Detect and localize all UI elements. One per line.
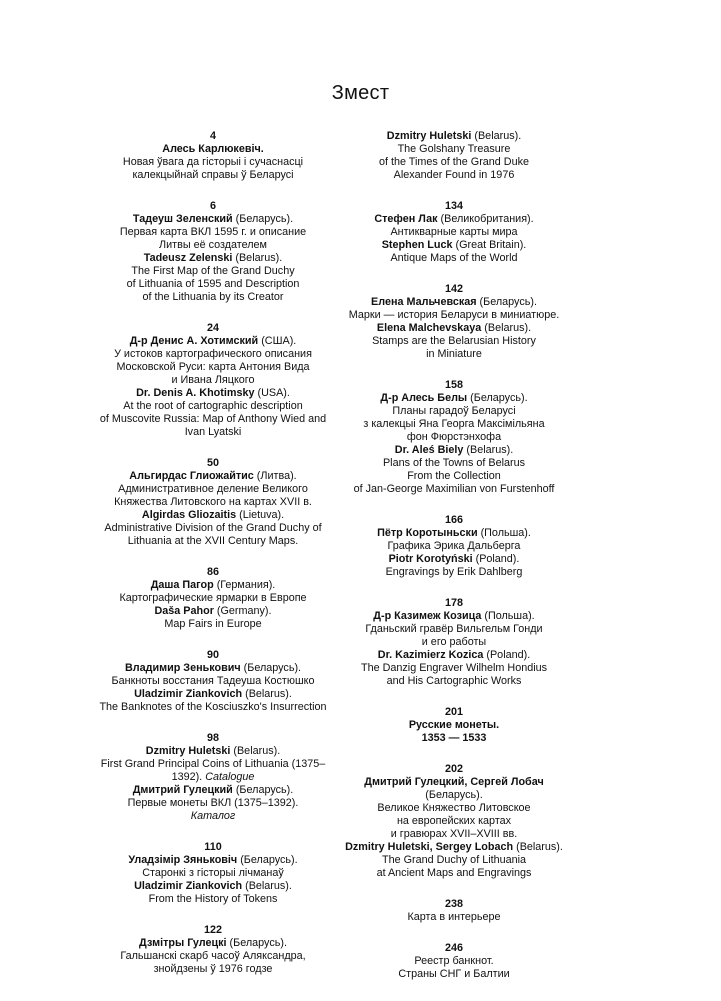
toc-page-number: 90 [206,649,219,661]
toc-text: (Германия). [213,579,276,591]
toc-text: и Ивана Ляцкого [171,374,255,386]
toc-text: Dr. Aleś Biely [394,444,464,456]
toc-page-number: 4 [209,130,216,142]
toc-text: Дзмітры Гулецкі [139,937,227,949]
toc-text: Tadeusz Zelenski [143,252,233,264]
toc-text: (Беларусь). [240,662,302,674]
toc-text: (Lietuva). [236,509,285,521]
toc-text: (Беларусь). [237,854,298,866]
toc-text: Уладзімір Зяньковіч [128,854,238,866]
toc-text: (Great Britain). [452,239,527,251]
toc-line [304,444,604,457]
toc-entry [304,379,604,496]
toc-text: Uladzimir Ziankovich [134,880,243,892]
toc-text: Административное деление Великого [118,483,308,495]
toc-text: The Grand Duchy of Lithuania [381,854,527,866]
toc-page-number: 246 [444,942,463,954]
toc-text: 1353 — 1533 [421,732,487,744]
toc-text: Antique Maps of the World [390,252,518,264]
toc-entry [304,597,604,688]
toc-line [304,156,604,169]
toc-text: (Poland). [472,553,520,565]
toc-line [304,470,604,483]
toc-text: The First Map of the Grand Duchy [131,265,295,277]
toc-text: Княжества Литовского на картах XVII в. [114,496,312,508]
toc-text: (Belarus). [481,322,532,334]
toc-text: Первые монеты ВКЛ (1375–1392). [127,797,299,809]
toc-text: Гальшанскі скарб часоў Аляксандра, [120,950,306,962]
toc-text: Старонкі з гісторыі лічманаў [142,867,284,879]
toc-page-number: 24 [206,322,219,334]
toc-text: з калекцыі Яна Георга Максімільяна [363,418,545,430]
toc-text: Alexander Found in 1976 [393,169,515,181]
toc-line [304,392,604,405]
toc-text: Д-р Алесь Белы [380,392,468,404]
toc-text: Алесь Карлюкевіч. [162,143,264,155]
toc-text: 1392). [171,771,206,783]
toc-line [304,309,604,322]
toc-text: фон Фюрстэнхофа [406,431,502,443]
toc-right-column [304,130,604,999]
toc-line [304,732,604,745]
toc-text: Д-р Денис А. Хотимский [129,335,259,347]
toc-entry [304,514,604,579]
toc-line [304,911,604,924]
toc-text: Московской Руси: карта Антония Вида [116,361,310,373]
toc-line [304,649,604,662]
toc-line [304,457,604,470]
toc-text: Марки — история Беларуси в миниатюре. [348,309,560,321]
toc-text: From the History of Tokens [148,893,278,905]
toc-text: Catalogue [205,771,255,783]
toc-text: Dzmitry Huletski [145,745,231,757]
toc-text: и гравюрах XVII–XVIII вв. [390,828,518,840]
toc-text: of the Times of the Grand Duke [378,156,530,168]
toc-page-number: 238 [444,898,463,910]
toc-line [304,828,604,841]
toc-entry [304,283,604,361]
toc-text: (Belarus). [232,252,283,264]
toc-line [304,841,604,854]
toc-entry [304,200,604,265]
toc-text: Русские монеты. [408,719,500,731]
toc-line [304,418,604,431]
toc-text: Map Fairs in Europe [164,618,262,630]
toc-text: of the Lithuania by its Creator [142,291,284,303]
toc-text: Дмитрий Гулецкий [132,784,233,796]
toc-text: (Belarus). [513,841,563,853]
toc-line [304,854,604,867]
toc-page-number: 178 [444,597,463,609]
toc-entry [304,706,604,745]
toc-page-number: 86 [206,566,219,578]
toc-entry [304,898,604,924]
toc-page-number: 201 [444,706,463,718]
toc-text: (Беларусь). [476,296,537,308]
toc-line [304,143,604,156]
toc-page-number: 98 [206,732,219,744]
toc-text: (Литва). [253,470,297,482]
toc-line [304,169,604,182]
toc-line [304,719,604,732]
toc-line [304,802,604,815]
toc-text: Пётр Коротыньски [377,527,478,539]
toc-text: Литвы её создателем [159,239,267,251]
toc-text: The Banknotes of the Kosciuszko's Insurrection [99,701,327,713]
toc-text: Планы гарадоў Беларусі [392,405,516,417]
toc-line [304,553,604,566]
toc-page-number: 50 [206,457,219,469]
toc-text: (Великобритания). [437,213,534,225]
toc-text: У истоков картографического описания [114,348,312,360]
toc-entry [304,942,604,981]
toc-line [304,252,604,265]
toc-text: Владимир Зенькович [124,662,241,674]
toc-text: of Lithuania of 1595 and Description [126,278,300,290]
toc-line [304,789,604,802]
toc-text: at Ancient Maps and Engravings [376,867,532,879]
page-title: Змест [331,82,390,104]
toc-entry [304,130,604,182]
toc-line [304,540,604,553]
toc-text: Lithuania at the XVII Century Maps. [127,535,299,547]
toc-line [304,483,604,496]
toc-text: Engravings by Erik Dahlberg [385,566,523,578]
toc-line [304,815,604,828]
toc-text: Uladzimir Ziankovich [134,688,243,700]
toc-text: (Belarus). [463,444,514,456]
toc-line [304,130,604,143]
toc-text: (USA). [254,387,290,399]
toc-text: Algirdas Gliozaitis [141,509,237,521]
toc-text: и его работы [421,636,487,648]
toc-text: (Belarus). [242,880,292,892]
toc-text: (США). [258,335,297,347]
toc-text: Plans of the Towns of Belarus [382,457,526,469]
toc-line [304,213,604,226]
toc-text: Стефен Лак [374,213,438,225]
toc-page-number: 6 [209,200,216,212]
toc-text: Stamps are the Belarusian History [372,335,536,347]
toc-text: The Danzig Engraver Wilhelm Hondius [360,662,548,674]
toc-text: Elena Malchevskaya [376,322,482,334]
toc-text: калекцыйнай справы ў Беларусі [132,169,294,181]
toc-page-number: 202 [444,763,463,775]
toc-text: (Беларусь). [232,784,294,796]
toc-text: Daša Pahor [154,605,214,617]
toc-line [304,296,604,309]
toc-text: Даша Пагор [150,579,214,591]
toc-line [304,566,604,579]
toc-text: на европейских картах [396,815,512,827]
toc-line [304,623,604,636]
toc-text: Банкноты восстания Тадеуша Костюшко [111,675,315,687]
toc-text: (Беларусь). [226,937,287,949]
toc-text: (Беларусь). [232,213,294,225]
toc-text: of Muscovite Russia: Map of Anthony Wied and [99,413,327,425]
toc-line [304,226,604,239]
toc-page-number: 110 [204,841,222,853]
toc-entry [304,763,604,880]
toc-text: Дмитрий Гулецкий, Сергей Лобач [364,776,544,788]
toc-text: The Golshany Treasure [397,143,511,155]
toc-page-number: 158 [444,379,463,391]
toc-text: First Grand Principal Coins of Lithuania (1375– [100,758,326,770]
toc-text: Первая карта ВКЛ 1595 г. и описание [119,226,307,238]
toc-line [304,405,604,418]
toc-text: (Belarus). [242,688,292,700]
toc-text: (Belarus). [230,745,281,757]
toc-page-number: 142 [444,283,463,295]
toc-text: Stephen Luck [381,239,453,251]
toc-text: Д-р Казимеж Козица [373,610,482,622]
toc-text: (Belarus). [471,130,522,142]
toc-text: Piotr Korotyński [388,553,473,565]
toc-line [304,675,604,688]
toc-line [304,776,604,789]
toc-line [304,431,604,444]
toc-text: Dzmitry Huletski [386,130,472,142]
toc-text: (Беларусь). [467,392,528,404]
toc-text: Ivan Lyatski [184,426,242,438]
toc-text: Великое Княжество Литовское [377,802,531,814]
toc-text: Карта в интерьере [407,911,501,923]
toc-text: Тадеуш Зеленский [132,213,233,225]
toc-text: Каталог [190,810,236,822]
toc-text: Реестр банкнот. [414,955,494,967]
toc-text: (Беларусь). [425,789,483,801]
toc-page-number: 122 [203,924,222,936]
toc-line [304,322,604,335]
toc-line [304,636,604,649]
toc-text: Dr. Kazimierz Kozica [377,649,484,661]
toc-text: of Jan-George Maximilian von Furstenhoff [353,483,555,495]
toc-line [304,955,604,968]
toc-line [304,867,604,880]
toc-line [304,968,604,981]
toc-text: знойдзены ў 1976 годзе [153,963,273,975]
toc-text: Гданьский гравёр Вильгельм Гонди [365,623,543,635]
toc-text: Антикварные карты мира [390,226,518,238]
toc-line [304,527,604,540]
toc-line [304,610,604,623]
toc-text: (Germany). [213,605,272,617]
toc-line [304,335,604,348]
toc-text: Dzmitry Huletski, Sergey Lobach [345,841,514,853]
toc-page-number: 134 [444,200,463,212]
toc-text: Картографические ярмарки в Европе [119,592,307,604]
toc-text: Administrative Division of the Grand Duchy of [104,522,322,534]
toc-page-number: 166 [444,514,463,526]
toc-text: From the Collection [407,470,501,482]
toc-text: and His Cartographic Works [386,675,522,687]
toc-text: Страны СНГ и Балтии [398,968,510,980]
toc-text: Новая ўвага да гісторыі і сучаснасці [122,156,304,168]
toc-line [304,239,604,252]
toc-text: in Miniature [426,348,482,360]
toc-text: (Poland). [483,649,531,661]
toc-text: Елена Мальчевская [371,296,477,308]
toc-text: At the root of cartographic description [123,400,303,412]
toc-text: Dr. Denis A. Khotimsky [136,387,255,399]
toc-line [304,348,604,361]
toc-text: Альгирдас Глиожайтис [129,470,254,482]
toc-text: Графика Эрика Дальберга [387,540,521,552]
toc-text: (Польша). [481,610,535,622]
toc-text: (Польша). [477,527,531,539]
toc-line [304,662,604,675]
